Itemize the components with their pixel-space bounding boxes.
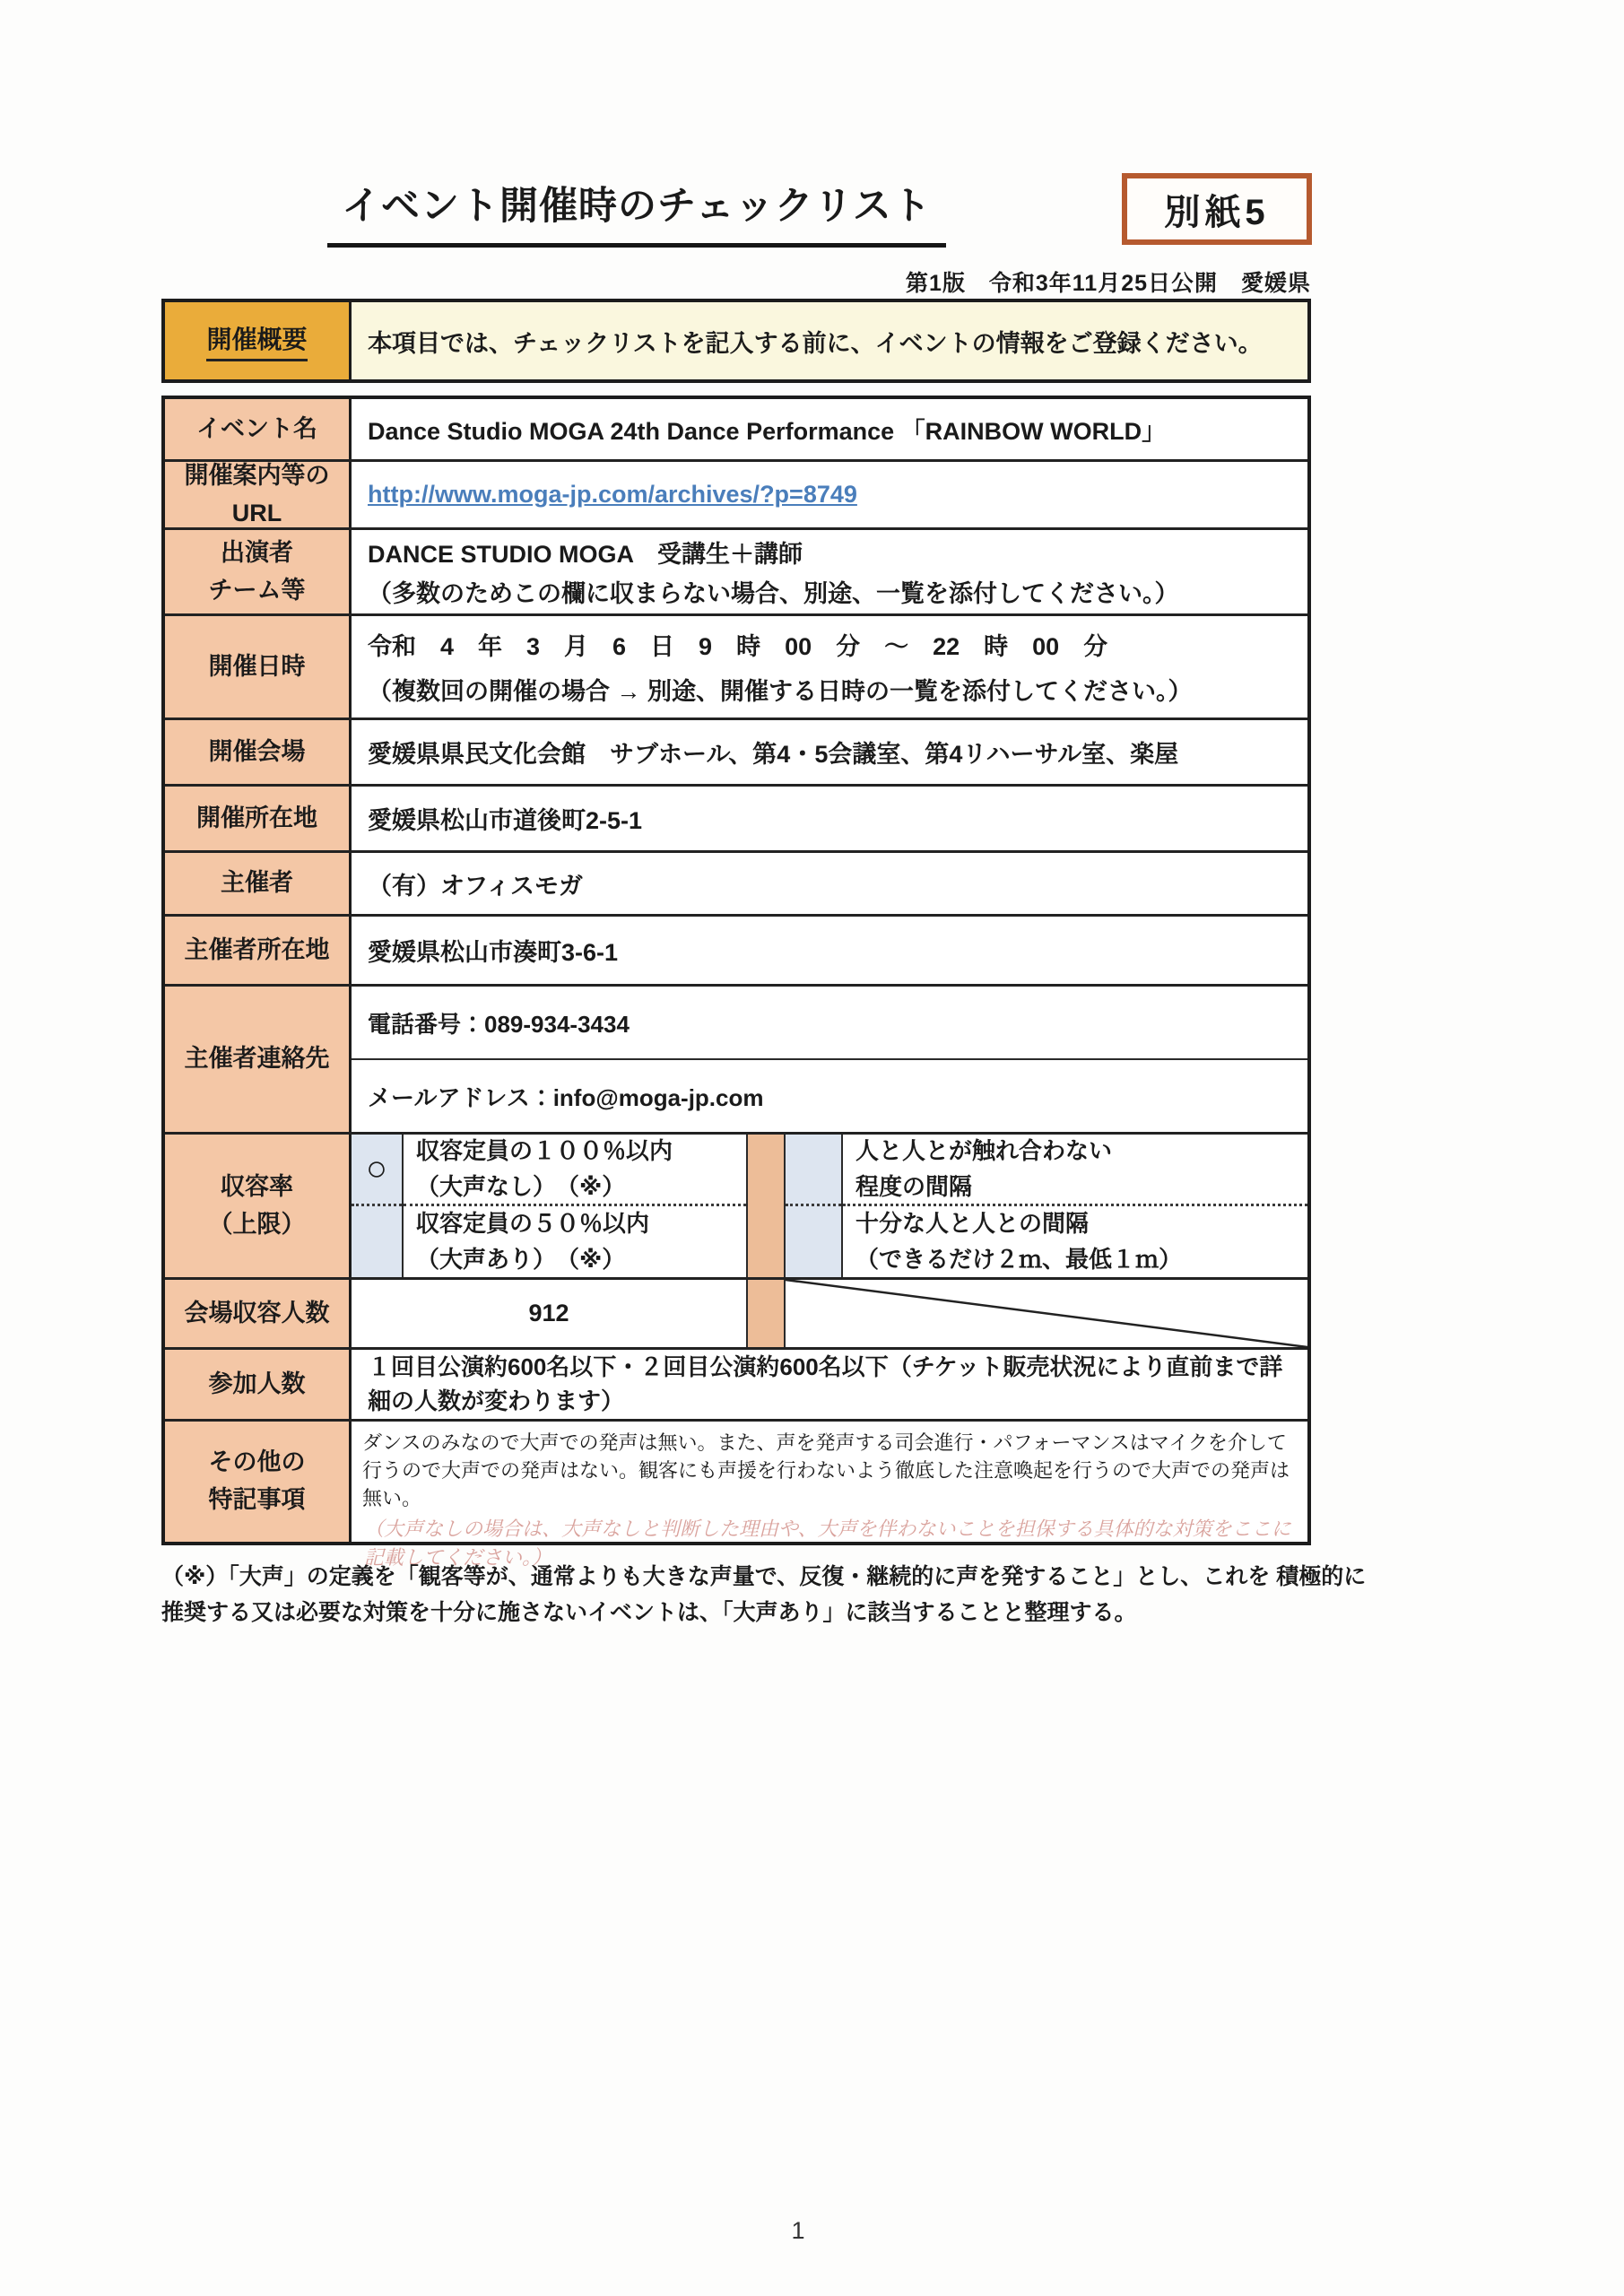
diagonal-line — [786, 1280, 1307, 1347]
row-organizer — [165, 853, 1307, 917]
capacity-spacer-column — [786, 1135, 843, 1277]
row-capacity-rate — [165, 1135, 1307, 1280]
venue-capacity-value: 912 — [528, 1300, 569, 1326]
row-performers — [165, 530, 1307, 616]
event-name-value: Dance Studio MOGA 24th Dance Performance 「RAINBOW WORLD」 — [368, 418, 1167, 445]
venue-address-value: 愛媛県松山市道後町2-5-1 — [368, 807, 643, 834]
capacity-option-column — [404, 1135, 746, 1277]
row-event-url — [165, 462, 1307, 530]
organizer-contact-cell — [352, 987, 1307, 1132]
row-event-datetime — [165, 616, 1307, 720]
selected-circle-mark: ○ — [365, 1149, 388, 1189]
attachment-badge: 別紙5 — [1122, 173, 1312, 245]
footnote: （※）「大声」の定義を「観客等が、通常よりも大きな声量で、反復・継続的に声を発すること」とし、これを 積極的に推奨する又は必要な対策を十分に施さないイベントは、「大声あり」に該当することと整理する。 — [161, 1564, 1367, 1625]
event-info-table — [161, 396, 1311, 1569]
row-event-name — [165, 399, 1307, 462]
event-datetime-label: 開催日時 — [165, 616, 352, 718]
capacity-option1-mark — [352, 1135, 402, 1206]
other-notes-placeholder: （大声なしの場合は、大声なしと判断した理由や、大声を伴わないことを担保する具体的な対策をここに記載してください。） — [364, 1517, 1291, 1569]
row-organizer-contact — [165, 987, 1307, 1135]
other-notes-cell — [352, 1422, 1307, 1569]
organizer-contact-label: 主催者連絡先 — [165, 987, 352, 1132]
venue-value: 愛媛県県民文化会館 サブホール、第4・5会議室、第4リハーサル室、楽屋 — [368, 741, 1179, 768]
capacity-note1: 人と人とが触れ合わない 程度の間隔 — [843, 1135, 1307, 1206]
page-number: 1 — [791, 2217, 805, 2244]
row-venue — [165, 720, 1307, 787]
performers-label: 出演者 チーム等 — [165, 530, 352, 613]
venue-capacity-label: 会場収容人数 — [165, 1280, 352, 1347]
participants-label: 参加人数 — [165, 1350, 352, 1419]
participants-value: １回目公演約600名以下・２回目公演約600名以下（チケット販売状況により直前まで詳細の人数が変わります） — [368, 1352, 1283, 1414]
capacity-option2-mark — [352, 1206, 402, 1278]
row-venue-capacity — [165, 1280, 1307, 1350]
version-line: 第1版 令和3年11月25日公開 愛媛県 — [905, 271, 1311, 296]
organizer-phone: 電話番号：089-934-3434 — [352, 987, 1307, 1060]
page-title: イベント開催時のチェックリスト — [327, 176, 946, 248]
organizer-label: 主催者 — [165, 853, 352, 914]
organizer-email: メールアドレス：info@moga-jp.com — [368, 1083, 764, 1111]
organizer-value: （有）オフィスモガ — [368, 872, 584, 900]
capacity-rate-cell — [352, 1135, 1307, 1277]
capacity-rate-label: 収容率 （上限） — [165, 1135, 352, 1277]
organizer-address-label: 主催者所在地 — [165, 917, 352, 984]
venue-label: 開催会場 — [165, 720, 352, 784]
salmon-divider-strip — [746, 1135, 786, 1277]
row-organizer-address — [165, 917, 1307, 987]
organizer-address-value: 愛媛県松山市湊町3-6-1 — [368, 939, 619, 966]
not-applicable-diagonal-cell — [786, 1280, 1307, 1347]
venue-address-label: 開催所在地 — [165, 787, 352, 850]
capacity-note2: 十分な人と人との間隔 （できるだけ２ｍ、最低１ｍ） — [855, 1209, 1183, 1274]
other-notes-label: その他の 特記事項 — [165, 1422, 352, 1542]
row-venue-address — [165, 787, 1307, 853]
overview-label: 開催概要 — [165, 302, 352, 379]
overview-description: 本項目では、チェックリストを記入する前に、イベントの情報をご登録ください。 — [352, 302, 1307, 379]
event-url-label: 開催案内等の URL — [165, 462, 352, 527]
row-participants — [165, 1350, 1307, 1422]
event-url-cell — [352, 462, 1307, 527]
performers-value: DANCE STUDIO MOGA 受講生＋講師 （多数のためこの欄に収まらない場合、別途、一覧を添付してください。） — [368, 541, 1179, 607]
capacity-option1-text: 収容定員の１００％以内 （大声なし） （※） — [404, 1135, 746, 1206]
capacity-note-column — [843, 1135, 1307, 1277]
event-url-link[interactable]: http://www.moga-jp.com/archives/?p=8749 — [368, 481, 857, 508]
other-notes-value: ダンスのみなので大声での発声は無い。また、声を発声する司会進行・パフォーマンスはマイクを介して行うので大声での発声はない。観客にも声援を行わないよう徹底した注意喚起を行うので大声での発声は無い。 — [362, 1431, 1290, 1510]
header — [161, 176, 1112, 248]
capacity-option2-text: 収容定員の５０％以内 （大声あり） （※） — [416, 1209, 650, 1274]
event-datetime-value: 令和 4 年 3 月 6 日 9 時 00 分 ～ 22 時 00 分 （複数回の開催の場合 → 別途、開催する日時の一覧を添付してください。） — [368, 632, 1193, 706]
row-other-notes — [165, 1422, 1307, 1569]
event-name-label: イベント名 — [165, 399, 352, 459]
capacity-mark-column — [352, 1135, 404, 1277]
salmon-divider-strip — [746, 1280, 786, 1347]
overview-section — [161, 299, 1311, 383]
